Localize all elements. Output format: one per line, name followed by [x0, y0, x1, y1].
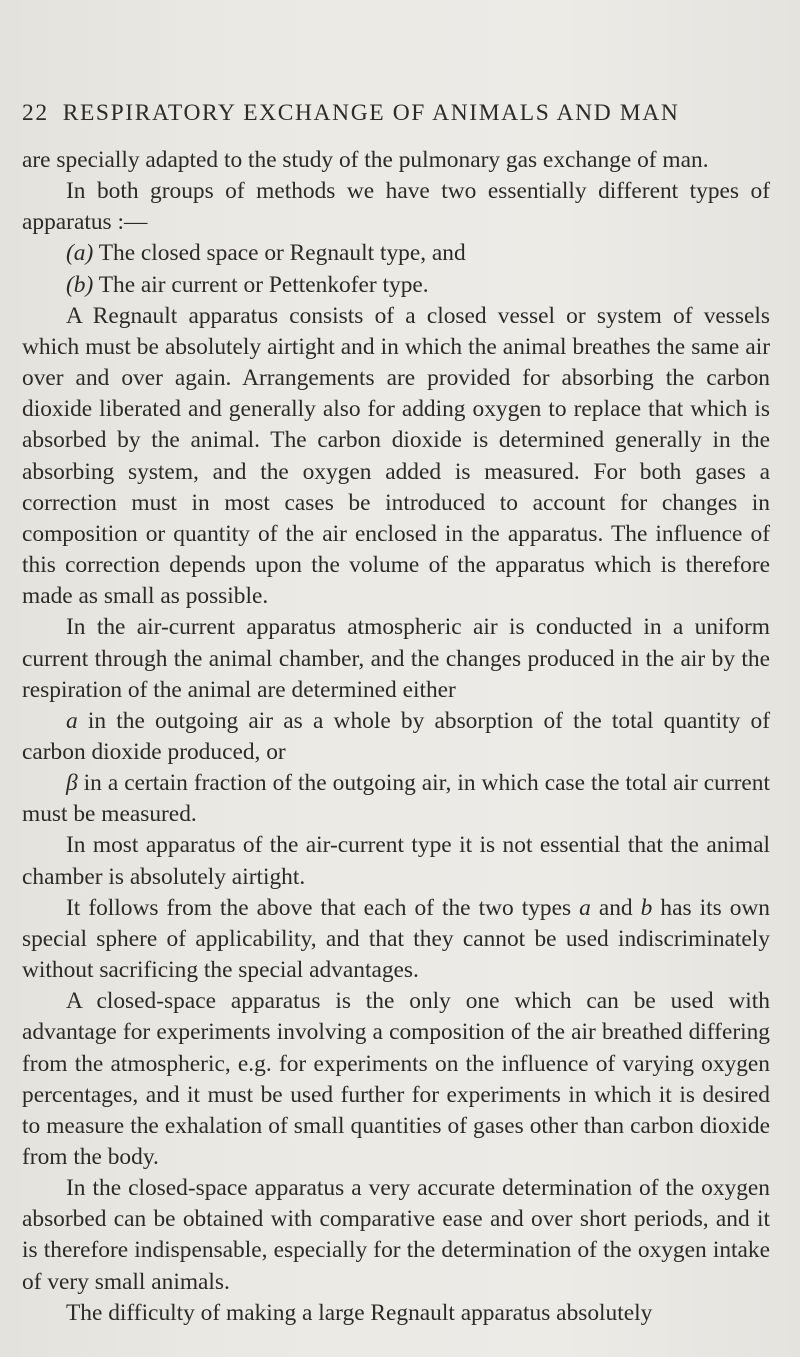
item-label: (b) — [66, 271, 94, 298]
list-item — [22, 768, 770, 830]
paragraph: In the closed-space apparatus a very accurate determination of the oxygen absorbed can be obtained with comparative ease and over short periods, and it is therefore indispensable, especially for the determination of the oxygen intake of very small animals. — [22, 1175, 770, 1295]
paragraph: In most apparatus of the air-current type it is not essential that the animal chamber is absolutely airtight. — [22, 832, 770, 890]
paragraph: In both groups of methods we have two essentially different types of apparatus :— — [22, 178, 770, 236]
item-text: in a certain fraction of the outgoing air, in which case the total air current must be measured. — [22, 770, 770, 828]
paragraph: are specially adapted to the study of the pulmonary gas exchange of man. — [22, 147, 709, 173]
paragraph: The difficulty of making a large Regnault apparatus absolutely — [66, 1299, 653, 1326]
paragraph: A closed-space apparatus is the only one which can be used with advantage for experiments involving a composition of the air breathed differing from the atmospheric, e.g. for experiments on the influence of varying oxygen percentages, and it must be used further for experiments in which it is desired to measure the exhalation of small quantities of gases other than carbon dioxide from the body. — [22, 988, 770, 1170]
body-text — [22, 145, 770, 1329]
item-text: in the outgoing air as a whole by absorption of the total quantity of carbon dioxide produced, or — [22, 707, 770, 765]
item-label: β — [66, 770, 78, 797]
running-header — [22, 100, 679, 127]
paragraph: A Regnault apparatus consists of a closed vessel or system of vessels which must be absolutely airtight and in which the animal breathes the same air over and over again. Arrangements are provided for absorbing the carbon dioxide liberated and generally also for adding oxygen to replace that which is absorbed by the animal. The carbon dioxide is determined generally in the absorbing system, and the oxygen added is measured. For both gases a correction must in most cases be introduced to account for changes in composition or quantity of the air enclosed in the apparatus. The influence of this correction depends upon the volume of the apparatus which is therefore made as small as possible. — [22, 302, 770, 610]
paragraph: It follows from the above that each of the two types a and b has its own special sphere of applicability, and that they cannot be used indiscriminately without sacrificing the special advantages. — [22, 894, 771, 984]
list-item — [22, 706, 770, 768]
list-item — [22, 238, 770, 269]
list-item — [22, 270, 770, 301]
item-text: The closed space or Regnault type, and — [93, 240, 466, 267]
item-label: a — [66, 707, 78, 734]
type-label-b: b — [640, 894, 653, 921]
paragraph: In the air-current apparatus atmospheric air is conducted in a uniform current through the animal chamber, and the changes produced in the air by the respiration of the animal are determined either — [22, 614, 770, 703]
type-label-a: a — [579, 894, 591, 921]
running-title: RESPIRATORY EXCHANGE OF ANIMALS AND MAN — [62, 100, 680, 126]
item-text: The air current or Pettenkofer type. — [93, 271, 429, 298]
item-label: (a) — [66, 240, 94, 267]
page-number: 22 — [22, 100, 49, 126]
